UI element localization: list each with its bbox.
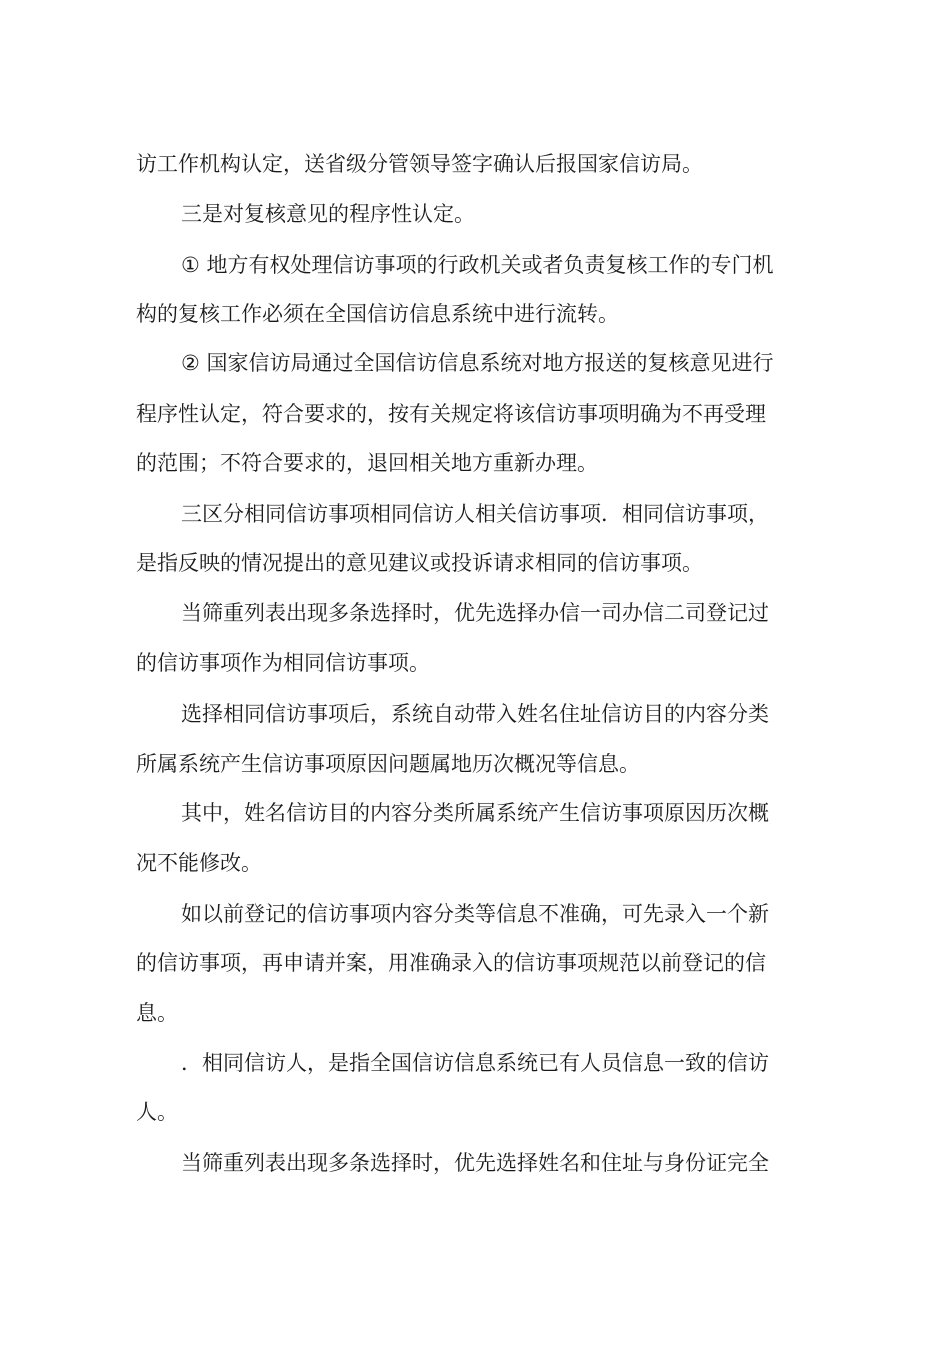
text-line: 的信访事项，再申请并案，用准确录入的信访事项规范以前登记的信: [136, 951, 766, 975]
text-line: 其中，姓名信访目的内容分类所属系统产生信访事项原因历次概: [181, 801, 769, 825]
text-line: 息。: [136, 1001, 178, 1025]
text-line: 的范围；不符合要求的，退回相关地方重新办理。: [136, 451, 598, 475]
text-line: 是指反映的情况提出的意见建议或投诉请求相同的信访事项。: [136, 551, 703, 575]
text-line: 程序性认定，符合要求的，按有关规定将该信访事项明确为不再受理: [136, 402, 766, 426]
text-line: 当筛重列表出现多条选择时，优先选择姓名和住址与身份证完全: [181, 1151, 769, 1175]
text-line: 如以前登记的信访事项内容分类等信息不准确，可先录入一个新: [181, 902, 769, 926]
text-line: ① 地方有权处理信访事项的行政机关或者负责复核工作的专门机: [181, 253, 774, 277]
text-line: 人。: [136, 1100, 178, 1124]
text-line: 的信访事项作为相同信访事项。: [136, 651, 430, 675]
text-line: 所属系统产生信访事项原因问题属地历次概况等信息。: [136, 752, 640, 776]
text-line: 况不能修改。: [136, 851, 262, 875]
text-line: 当筛重列表出现多条选择时，优先选择办信一司办信二司登记过: [181, 601, 769, 625]
text-line: ．相同信访人，是指全国信访信息系统已有人员信息一致的信访: [181, 1051, 769, 1075]
text-line: 三区分相同信访事项相同信访人相关信访事项．相同信访事项，: [181, 502, 769, 526]
text-line: ② 国家信访局通过全国信访信息系统对地方报送的复核意见进行: [181, 351, 774, 375]
text-line: 选择相同信访事项后，系统自动带入姓名住址信访目的内容分类: [181, 702, 769, 726]
text-line: 三是对复核意见的程序性认定。: [181, 202, 475, 226]
text-line: 访工作机构认定，送省级分管领导签字确认后报国家信访局。: [136, 152, 703, 176]
text-line: 构的复核工作必须在全国信访信息系统中进行流转。: [136, 302, 619, 326]
